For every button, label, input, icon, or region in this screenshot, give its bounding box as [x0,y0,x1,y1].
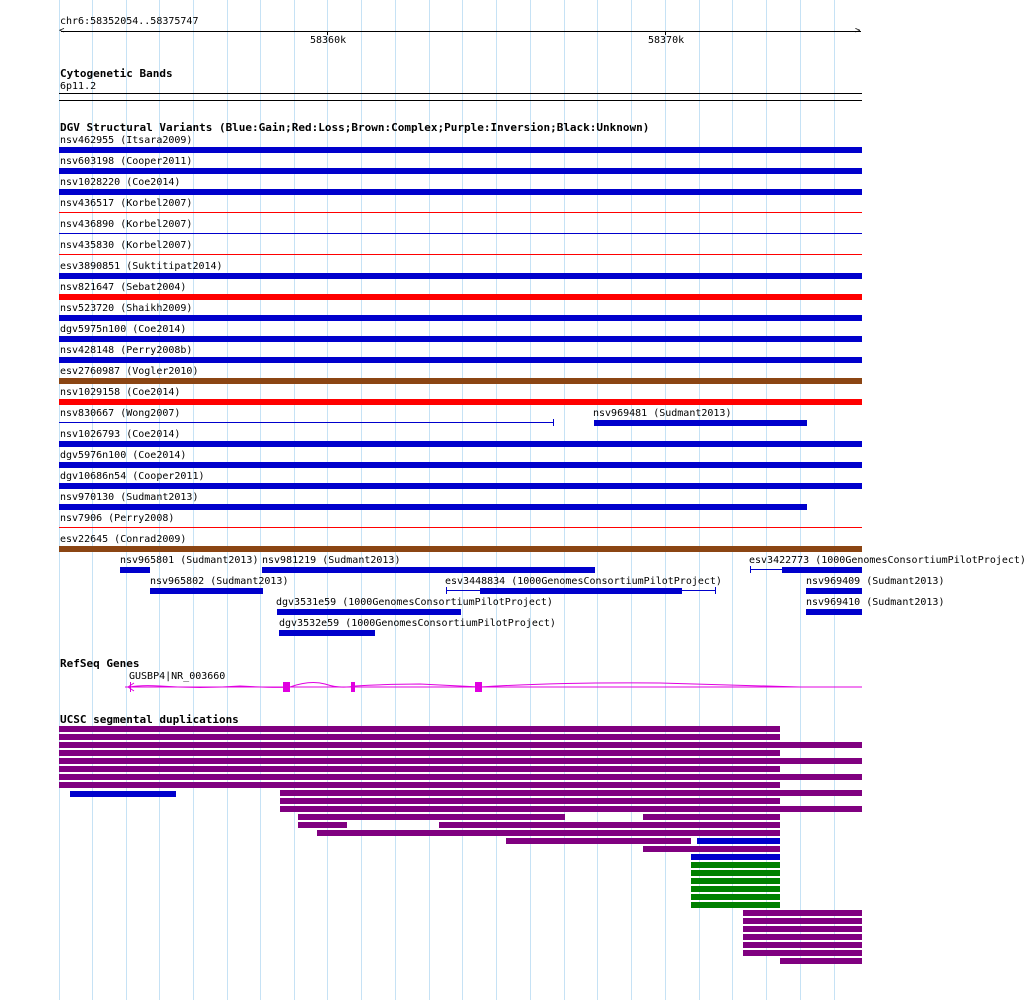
segdup-bar[interactable] [743,934,862,940]
segdup-bar[interactable] [691,854,780,860]
feature-label[interactable]: nsv969409 (Sudmant2013) [806,576,945,587]
segdup-bar[interactable] [298,822,347,828]
ruler-tick-label: 58360k [310,35,347,46]
segdup-bar[interactable] [691,894,780,900]
feature-label[interactable]: nsv969410 (Sudmant2013) [806,597,945,608]
cytoband-track-title[interactable]: Cytogenetic Bands [60,67,173,80]
dgv-row-bar[interactable] [59,504,807,510]
dgv-row-bar[interactable] [59,294,862,300]
segdup-bar[interactable] [743,926,862,932]
segdup-bar[interactable] [506,838,691,844]
dgv-row-label[interactable]: nsv462955 (Itsara2009) [60,135,193,146]
segdup-bar[interactable] [59,774,780,780]
segdup-bar[interactable] [691,902,780,908]
segdup-bar[interactable] [317,830,780,836]
segdup-bar[interactable] [59,742,780,748]
dgv-row-bar[interactable] [59,315,862,321]
segdup-bar[interactable] [59,750,780,756]
dgv-row-bar[interactable] [59,357,862,363]
ruler-left-arrow: < [59,26,65,36]
segdup-bar[interactable] [280,806,862,812]
segdup-bar[interactable] [280,798,780,804]
feature-label[interactable]: esv3448834 (1000GenomesConsortiumPilotProject) [445,576,722,587]
segdup-bar[interactable] [691,862,780,868]
dgv-row-label[interactable]: nsv436517 (Korbel2007) [60,198,193,209]
dgv-row-label[interactable]: nsv1026793 (Coe2014) [60,429,181,440]
dgv-row-bar[interactable] [59,233,862,234]
feature-label[interactable]: nsv969481 (Sudmant2013) [593,408,732,419]
segdup-bar[interactable] [691,878,780,884]
segdup-bar[interactable] [743,910,862,916]
dgv-row-label[interactable]: nsv1029158 (Coe2014) [60,387,181,398]
position-label: chr6:58352054..58375747 [60,16,199,27]
dgv-row-bar[interactable] [59,189,862,195]
feature-end-tick [715,587,716,594]
dgv-row-bar[interactable] [59,462,862,468]
feature-bar[interactable] [480,588,682,594]
dgv-row-label[interactable]: esv3890851 (Suktitipat2014) [60,261,223,272]
segdup-bar[interactable] [59,726,780,732]
ruler-axis [61,31,861,32]
feature-bar[interactable] [150,588,263,594]
segdup-bar[interactable] [70,791,176,797]
feature-end-tick [553,419,554,426]
dgv-row-bar[interactable] [59,378,862,384]
dgv-track-title[interactable]: DGV Structural Variants (Blue:Gain;Red:Loss;Brown:Complex;Purple:Inversion;Black:Unknown) [60,121,650,134]
dgv-row-label[interactable]: dgv10686n54 (Cooper2011) [60,471,205,482]
feature-label[interactable]: nsv981219 (Sudmant2013) [262,555,401,566]
dgv-row-label[interactable]: dgv5976n100 (Coe2014) [60,450,187,461]
segdup-bar[interactable] [59,758,780,764]
segdup-bar[interactable] [59,766,780,772]
dgv-row-label[interactable]: esv2760987 (Vogler2010) [60,366,199,377]
ruler-right-arrow: > [855,26,861,36]
feature-label[interactable]: esv3422773 (1000GenomesConsortiumPilotProject) [749,555,1026,566]
gene-model[interactable] [0,676,890,698]
feature-label[interactable]: dgv3532e59 (1000GenomesConsortiumPilotProject) [279,618,556,629]
segdup-bar[interactable] [59,782,780,788]
dgv-row-bar[interactable] [59,483,862,489]
feature-label[interactable]: nsv965802 (Sudmant2013) [150,576,289,587]
segdup-bar[interactable] [780,958,862,964]
cytoband-label: 6p11.2 [60,81,97,92]
dgv-row-bar[interactable] [59,441,862,447]
dgv-row-bar[interactable] [59,273,862,279]
dgv-row-bar[interactable] [59,168,862,174]
dgv-row-label[interactable]: nsv7906 (Perry2008) [60,513,175,524]
dgv-row-label[interactable]: nsv970130 (Sudmant2013) [60,492,199,503]
feature-label[interactable]: dgv3531e59 (1000GenomesConsortiumPilotProject) [276,597,553,608]
dgv-row-bar[interactable] [59,147,862,153]
cytoband-bottom-line [59,100,862,101]
segdup-bar[interactable] [743,950,862,956]
dgv-row-label[interactable]: esv22645 (Conrad2009) [60,534,187,545]
segdup-track-title[interactable]: UCSC segmental duplications [60,713,239,726]
dgv-row-label[interactable]: nsv436890 (Korbel2007) [60,219,193,230]
feature-bar[interactable] [262,567,595,573]
feature-bar[interactable] [277,609,461,615]
segdup-bar[interactable] [691,886,780,892]
feature-label[interactable]: nsv965801 (Sudmant2013) [120,555,259,566]
dgv-row-bar[interactable] [59,336,862,342]
gene-label[interactable]: GUSBP4|NR_003660 [129,671,226,682]
dgv-row-bar[interactable] [59,399,862,405]
dgv-row-label[interactable]: nsv435830 (Korbel2007) [60,240,193,251]
feature-end-tick [446,587,447,594]
segdup-bar[interactable] [643,814,780,820]
dgv-row-label[interactable]: nsv821647 (Sebat2004) [60,282,187,293]
cytoband-top-line [59,93,862,94]
dgv-row-label[interactable]: nsv523720 (Shaikh2009) [60,303,193,314]
feature-bar[interactable] [806,588,862,594]
dgv-row-label[interactable]: nsv603198 (Cooper2011) [60,156,193,167]
segdup-bar[interactable] [280,790,862,796]
segdup-bar[interactable] [743,918,862,924]
feature-end-tick [750,566,751,573]
segdup-bar[interactable] [439,822,780,828]
dgv-row-label[interactable]: nsv1028220 (Coe2014) [60,177,181,188]
dgv-row-bar[interactable] [59,254,862,255]
segdup-bar[interactable] [298,814,565,820]
dgv-row-label[interactable]: nsv428148 (Perry2008b) [60,345,193,356]
segdup-bar[interactable] [691,870,780,876]
dgv-row-label[interactable]: dgv5975n100 (Coe2014) [60,324,187,335]
feature-bar[interactable] [806,609,862,615]
segdup-bar[interactable] [59,734,780,740]
dgv-row-bar[interactable] [59,527,862,528]
feature-bar[interactable] [750,569,782,570]
ruler-tick-label: 58370k [648,35,685,46]
dgv-row-bar[interactable] [59,546,862,552]
feature-bar[interactable] [782,567,862,573]
segdup-bar[interactable] [697,838,780,844]
dgv-row-bar[interactable] [59,422,554,423]
segdup-bar[interactable] [743,942,862,948]
feature-bar[interactable] [279,630,375,636]
feature-bar[interactable] [594,420,807,426]
refseq-track-title[interactable]: RefSeq Genes [60,657,140,670]
segdup-bar[interactable] [643,846,780,852]
dgv-row-label[interactable]: nsv830667 (Wong2007) [60,408,181,419]
feature-bar[interactable] [120,567,150,573]
dgv-row-bar[interactable] [59,212,862,213]
